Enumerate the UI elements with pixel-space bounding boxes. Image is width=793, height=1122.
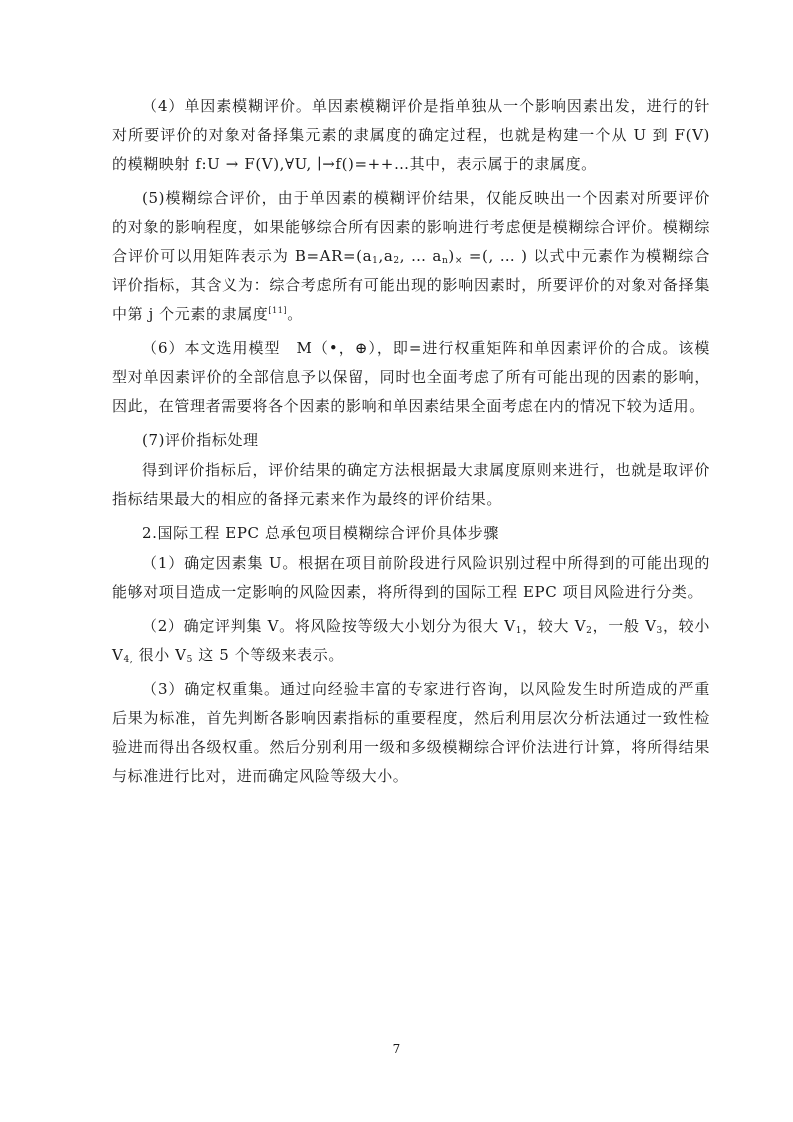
- document-body: [112, 92, 710, 796]
- s2-subscript-1: 1: [515, 626, 523, 636]
- citation-11: [11]: [268, 306, 288, 315]
- s2-text-d: ，较小 V: [112, 617, 710, 664]
- p5-subscript-times: ×: [454, 256, 463, 266]
- p5-text-c: , … a: [399, 247, 442, 265]
- p5-text-d: ): [448, 247, 455, 265]
- heading-evaluation-index-processing: (7)评价指标处理: [142, 431, 259, 449]
- paragraph-evaluation-index-processing: 得到评价指标后，评价结果的确定方法根据最大隶属度原则来进行，也就是取评价指标结果最大的相应的备择元素来作为最终的评价结果。: [112, 461, 710, 508]
- s2-subscript-3: 3: [656, 626, 663, 636]
- paragraph-factor-set: （1）确定因素集 U。根据在项目前阶段进行风险识别过程中所得到的可能出现的能够对项目造成一定影响的风险因素，将所得到的国际工程 EPC 项目风险进行分类。: [112, 554, 710, 601]
- paragraph-single-factor-evaluation: （4）单因素模糊评价。单因素模糊评价是指单独从一个影响因素出发，进行的针对所要评价的对象对备择集元素的隶属度的确定过程，也就是构建一个从 U 到 F(V) 的模糊映射 f:U → F(V),∀U, ∣→f()=++…其中，表示属于的隶属度。: [112, 97, 710, 173]
- heading-section-2: 2.国际工程 EPC 总承包项目模糊综合评价具体步骤: [142, 524, 499, 542]
- paragraph-evaluation-set: [112, 612, 710, 670]
- s2-text-b: ，较大 V: [522, 617, 587, 635]
- s2-text-a: （2）确定评判集 V。将风险按等级大小划分为很大 V: [142, 617, 516, 635]
- page-number: 7: [392, 1042, 401, 1056]
- paragraph-fuzzy-comprehensive-evaluation: [112, 184, 710, 329]
- s2-subscript-5: 5: [186, 655, 193, 665]
- p5-text-f: 。: [287, 305, 303, 323]
- p5-subscript-n: n: [441, 256, 449, 266]
- p5-subscript-1: 1: [372, 256, 379, 266]
- s2-subscript-4: 4,: [123, 655, 134, 665]
- s2-text-f: 这 5 个等级来表示。: [192, 646, 344, 664]
- p5-text-b: ,a: [378, 247, 394, 265]
- s2-text-c: ，一般 V: [592, 617, 657, 635]
- p5-subscript-2: 2: [393, 256, 400, 266]
- s2-subscript-2: 2: [586, 626, 593, 636]
- p5-text-e: =(, … ) 以式中元素作为模糊综合评价指标，其含义为：综合考虑所有可能出现的影响因素时，所要评价的对象对备择集中第 j 个元素的隶属度: [112, 247, 710, 323]
- p5-text-a: (5)模糊综合评价，由于单因素的模糊评价结果，仅能反映出一个因素对所要评价的对象的影响程度，如果能够综合所有因素的影响进行考虑便是模糊综合评价。模糊综合评价可以用矩阵表示为 B=AR=(a: [112, 189, 710, 265]
- s2-text-e: 很小 V: [133, 646, 187, 664]
- paragraph-weight-set: （3）确定权重集。通过向经验丰富的专家进行咨询，以风险发生时所造成的严重后果为标准，首先判断各影响因素指标的重要程度，然后利用层次分析法通过一致性检验进而得出各级权重。然后分别利用一级和多级模糊综合评价法进行计算，将所得结果与标准进行比对，进而确定风险等级大小。: [112, 680, 710, 785]
- paragraph-model-selection: （6）本文选用模型 M（•，⊕），即=进行权重矩阵和单因素评价的合成。该模型对单因素评价的全部信息予以保留，同时也全面考虑了所有可能出现的因素的影响，因此，在管理者需要将各个因素的影响和单因素结果全面考虑在内的情况下较为适用。: [112, 339, 710, 415]
